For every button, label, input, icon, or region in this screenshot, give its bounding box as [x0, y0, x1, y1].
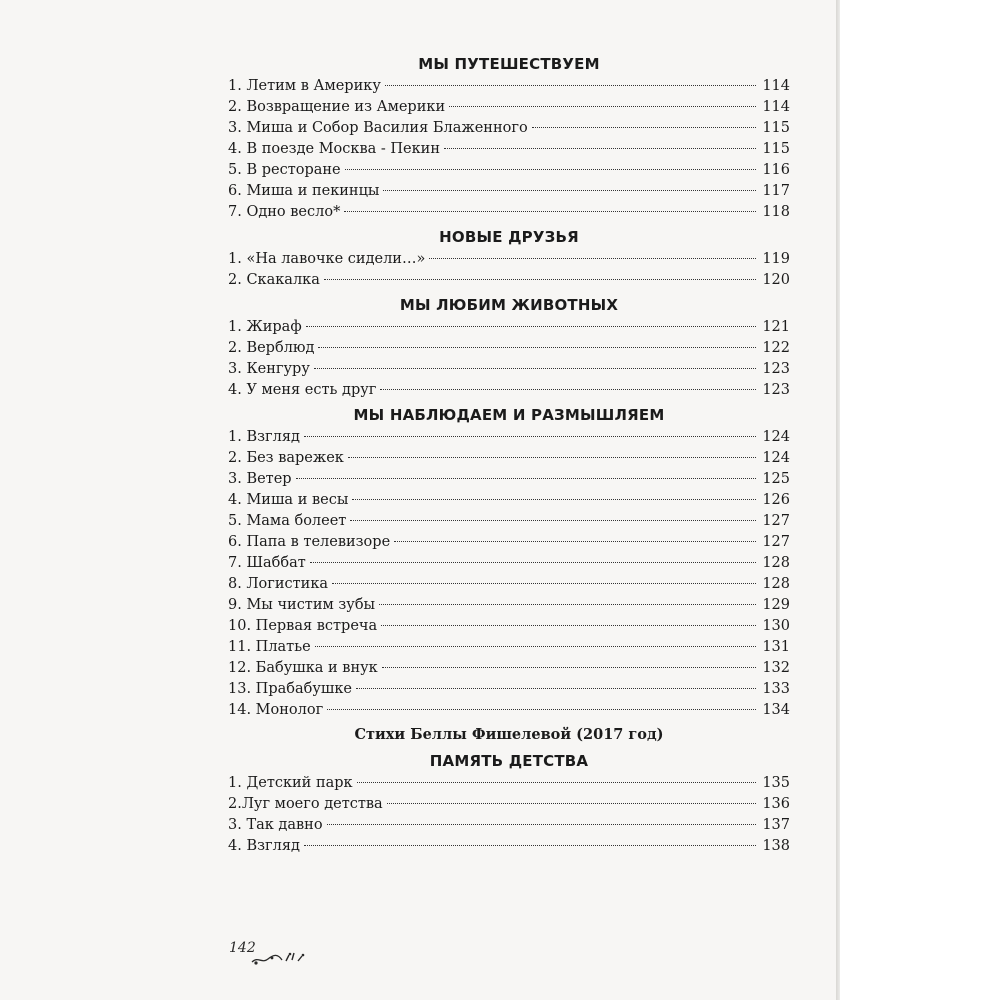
section-title-travel: МЫ ПУТЕШЕСТВУЕМ [418, 55, 600, 73]
entry-page-number: 122 [762, 340, 790, 356]
dot-leader [394, 541, 756, 542]
entry-page-number: 128 [762, 576, 790, 592]
toc-entry [228, 427, 790, 448]
toc-entry [228, 76, 790, 97]
entry-page-number: 126 [762, 492, 790, 508]
entry-title: 3. Ветер [228, 471, 292, 487]
dot-leader [382, 667, 756, 668]
toc-entry [228, 679, 790, 700]
dot-leader [429, 258, 756, 259]
dot-leader [332, 583, 756, 584]
dot-leader [345, 169, 756, 170]
toc-entry [228, 836, 790, 857]
section-title-observe: МЫ НАБЛЮДАЕМ И РАЗМЫШЛЯЕМ [353, 406, 665, 424]
toc-entry [228, 532, 790, 553]
dot-leader [315, 646, 756, 647]
entry-page-number: 137 [762, 817, 790, 833]
dot-leader [449, 106, 756, 107]
entry-page-number: 120 [762, 272, 790, 288]
dot-leader [387, 803, 756, 804]
dot-leader [381, 625, 756, 626]
toc-entry [228, 338, 790, 359]
entry-page-number: 115 [762, 120, 790, 136]
dot-leader [532, 127, 756, 128]
dot-leader [306, 326, 756, 327]
toc-entry [228, 700, 790, 721]
author-heading: Стихи Беллы Фишелевой (2017 год) [354, 726, 664, 743]
entry-title: 14. Монолог [228, 702, 324, 718]
entry-page-number: 128 [762, 555, 790, 571]
entry-page-number: 127 [762, 513, 790, 529]
entry-title: 5. Мама болеет [228, 513, 347, 529]
entry-title: 6. Папа в телевизоре [228, 534, 391, 550]
entry-title: 10. Первая встреча [228, 618, 378, 634]
entry-title: 13. Прабабушке [228, 681, 353, 697]
entry-title: 3. Кенгуру [228, 361, 310, 377]
entry-title: 8. Логистика [228, 576, 329, 592]
entry-title: 4. В поезде Москва - Пекин [228, 141, 441, 157]
toc-entry [228, 181, 790, 202]
toc-entry [228, 511, 790, 532]
entry-title: 3. Так давно [228, 817, 323, 833]
entry-page-number: 115 [762, 141, 790, 157]
dot-leader [304, 845, 756, 846]
dot-leader [383, 190, 756, 191]
dot-leader [380, 389, 756, 390]
entry-title: 6. Миша и пекинцы [228, 183, 380, 199]
entry-title: 1. Детский парк [228, 775, 353, 791]
section-title-animals: МЫ ЛЮБИМ ЖИВОТНЫХ [399, 296, 619, 314]
toc-entry [228, 658, 790, 679]
entry-page-number: 125 [762, 471, 790, 487]
dot-leader [304, 436, 756, 437]
entry-title: 2. Верблюд [228, 340, 315, 356]
dot-leader [327, 824, 756, 825]
dot-leader [350, 520, 756, 521]
entry-page-number: 133 [762, 681, 790, 697]
toc-entry [228, 97, 790, 118]
entry-page-number: 114 [762, 99, 790, 115]
table-of-contents [228, 50, 790, 857]
entry-title: 5. В ресторане [228, 162, 341, 178]
entry-title: 1. «На лавочке сидели…» [228, 251, 426, 267]
entry-page-number: 132 [762, 660, 790, 676]
entry-title: 1. Летим в Америку [228, 78, 381, 94]
entry-page-number: 117 [762, 183, 790, 199]
entry-page-number: 119 [762, 251, 790, 267]
background-margin [840, 0, 1000, 1000]
entry-title: 11. Платье [228, 639, 311, 655]
entry-title: 7. Шаббат [228, 555, 306, 571]
toc-entry [228, 139, 790, 160]
entry-page-number: 118 [762, 204, 790, 220]
entry-title: 4. Миша и весы [228, 492, 349, 508]
entry-title: 7. Одно весло* [228, 204, 341, 220]
toc-entry [228, 794, 790, 815]
toc-entry [228, 249, 790, 270]
entry-title: 4. У меня есть друг [228, 382, 377, 398]
entry-title: 2. Возвращение из Америки [228, 99, 446, 115]
toc-entry [228, 637, 790, 658]
dot-leader [348, 457, 756, 458]
dot-leader [327, 709, 756, 710]
toc-entry [228, 574, 790, 595]
toc-entry [228, 160, 790, 181]
entry-page-number: 136 [762, 796, 790, 812]
entry-page-number: 131 [762, 639, 790, 655]
page-number: 142 [229, 940, 256, 956]
section-title-new-friends: НОВЫЕ ДРУЗЬЯ [439, 228, 579, 246]
entry-page-number: 121 [762, 319, 790, 335]
entry-page-number: 129 [762, 597, 790, 613]
entry-title: 1. Взгляд [228, 429, 300, 445]
entry-title: 2. Без варежек [228, 450, 344, 466]
toc-entry [228, 773, 790, 794]
toc-entry [228, 595, 790, 616]
section-title-childhood: ПАМЯТЬ ДЕТСТВА [429, 752, 589, 770]
entry-page-number: 123 [762, 382, 790, 398]
toc-entry [228, 616, 790, 637]
dot-leader [385, 85, 756, 86]
entry-page-number: 134 [762, 702, 790, 718]
entry-page-number: 135 [762, 775, 790, 791]
toc-entry [228, 317, 790, 338]
toc-entry [228, 448, 790, 469]
entry-title: 3. Миша и Собор Василия Блаженного [228, 120, 528, 136]
toc-entry [228, 118, 790, 139]
toc-entry [228, 490, 790, 511]
toc-entry [228, 202, 790, 223]
toc-entry [228, 380, 790, 401]
entry-page-number: 116 [762, 162, 790, 178]
dot-leader [352, 499, 756, 500]
dot-leader [357, 782, 756, 783]
toc-entry [228, 469, 790, 490]
toc-entry [228, 270, 790, 291]
dot-leader [444, 148, 756, 149]
entry-title: 2. Скакалка [228, 272, 320, 288]
dot-leader [314, 368, 756, 369]
entry-page-number: 138 [762, 838, 790, 854]
entry-title: 4. Взгляд [228, 838, 300, 854]
toc-entry [228, 553, 790, 574]
entry-page-number: 124 [762, 429, 790, 445]
entry-page-number: 124 [762, 450, 790, 466]
entry-page-number: 114 [762, 78, 790, 94]
entry-title: 2.Луг моего детства [228, 796, 383, 812]
dot-leader [296, 478, 756, 479]
dot-leader [379, 604, 756, 605]
entry-title: 1. Жираф [228, 319, 302, 335]
dot-leader [324, 279, 756, 280]
dot-leader [310, 562, 756, 563]
floral-ornament-icon [250, 950, 310, 968]
entry-title: 9. Мы чистим зубы [228, 597, 376, 613]
entry-title: 12. Бабушка и внук [228, 660, 378, 676]
toc-entry [228, 815, 790, 836]
dot-leader [318, 347, 756, 348]
entry-page-number: 123 [762, 361, 790, 377]
toc-entry [228, 359, 790, 380]
entry-page-number: 130 [762, 618, 790, 634]
entry-page-number: 127 [762, 534, 790, 550]
dot-leader [344, 211, 756, 212]
dot-leader [356, 688, 756, 689]
